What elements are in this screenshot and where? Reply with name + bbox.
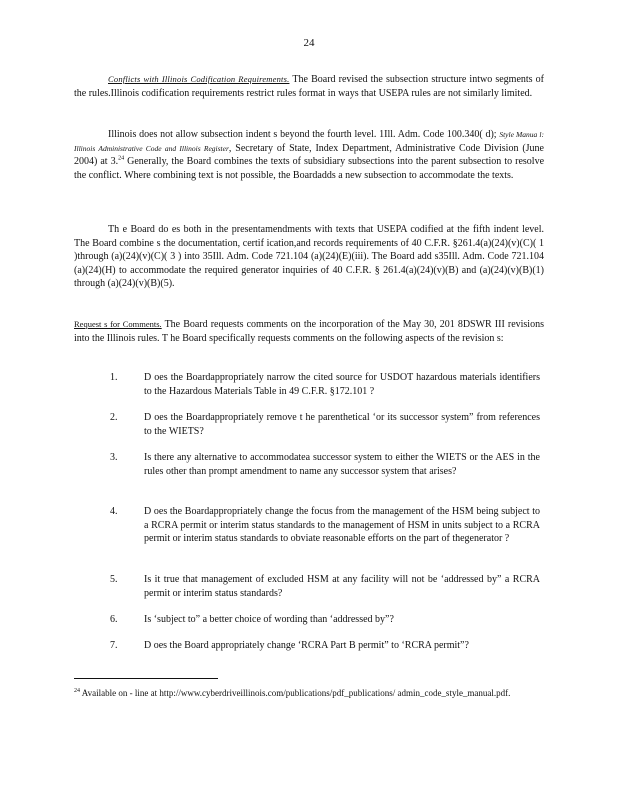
list-item-number: 1.	[110, 372, 118, 383]
page-number: 24	[303, 37, 315, 49]
list-item-number: 2.	[110, 412, 118, 423]
list-item-number: 3.	[110, 452, 118, 463]
paragraph-text: The Board revised the subsection structure intwo segments of the rules.Illinois codification requirements restrict rules format in ways that USEPA rules are not similarly limited.	[74, 74, 544, 99]
paragraph-text: Illinois does not allow subsection indent s beyond the fourth level. 1Ill. Adm. Code 100.340( d);	[108, 129, 497, 140]
list-item-text: D oes the Boardappropriately remove t he parenthetical ‘or its successor system” from references to the WIETS?	[144, 412, 540, 437]
list-item-text: Is it true that management of excluded HSM at any facility will not be ‘addressed by” a RCRA permit or interim status standards?	[144, 574, 540, 599]
style-manual-citation: Style Manua l: Illinois Administrative Code and Illinois Register	[74, 130, 544, 153]
paragraph-requests-for-comments	[74, 318, 544, 345]
section-heading-requests: Request s for Comments.	[74, 319, 162, 329]
list-item-number: 4.	[110, 506, 118, 517]
footnote-marker: 24	[74, 688, 80, 694]
footnote-reference: 24	[118, 155, 125, 162]
footnote-divider	[74, 678, 218, 679]
paragraph-text: Th e Board do es both in the presentamendments with texts that USEPA codified at the fifth indent level. The Board combine s the documentation, certif ication,and records requirements of 40 C.F.R. §261.4(a)(24)(v)(C)( 1 )through (a)(24)(v)(C)( 3 ) into 35Ill. Adm. Code 721.104 (a)(24)(E)(iii). The Board add s35Ill. Adm. Code 721.104 (a)(24)(H) to accommodate the required generator inquiries of 40 C.F.R. § 261.4(a)(24)(v)(B) and (a)(24)(v)(B)(1) through (a)(24)(v)(B)(5).	[74, 224, 544, 290]
list-item-text: Is there any alternative to accommodatea successor system to either the WIETS or the AES in the rules other than prompt amendment to name any successor system that arises?	[144, 452, 540, 477]
list-item-text: D oes the Boardappropriately change the focus from the management of the HSM being subject to a RCRA permit or interim status standards to the management of HSM in units subject to a RCRA permit or interim status standards to obviate reasonable efforts on the part of thegenerator ?	[144, 506, 540, 545]
footnote	[74, 687, 544, 700]
footnote-text: Available on - line at http://www.cyberdriveillinois.com/publications/pdf_publications/ admin_code_style_manual.pdf.	[81, 688, 511, 698]
list-item-text: D oes the Boardappropriately narrow the cited source for USDOT hazardous materials identifiers to the Hazardous Materials Table in 49 C.F.R. §172.101 ?	[144, 372, 540, 397]
paragraph-subsection-indents	[74, 128, 544, 182]
list-item-number: 5.	[110, 574, 118, 585]
paragraph-text: , Secretary of State, Index Department, Administrative Code Division (June 2004) at 3.	[74, 142, 544, 168]
list-item-number: 7.	[110, 640, 118, 651]
list-item-number: 6.	[110, 614, 118, 625]
paragraph-text: Generally, the Board combines the texts of subsidiary subsections into the parent subsection to resolve the conflict. Where combining text is not possible, the Boardadds a new subsection to accommodate the texts.	[74, 156, 545, 181]
paragraph-amendments	[74, 223, 544, 291]
section-heading-conflicts: Conflicts with Illinois Codification Requirements.	[108, 74, 290, 84]
paragraph-text: The Board requests comments on the incorporation of the May 30, 201 8DSWR III revisions into the Illinois rules. T he Board specifically requests comments on the following aspects of the revision s:	[74, 319, 544, 344]
list-item-text: Is ‘subject to” a better choice of wording than ‘addressed by”?	[144, 614, 394, 625]
list-item-text: D oes the Board appropriately change ‘RCRA Part B permit” to ‘RCRA permit”?	[144, 640, 469, 651]
paragraph-codification-conflicts	[74, 73, 544, 100]
